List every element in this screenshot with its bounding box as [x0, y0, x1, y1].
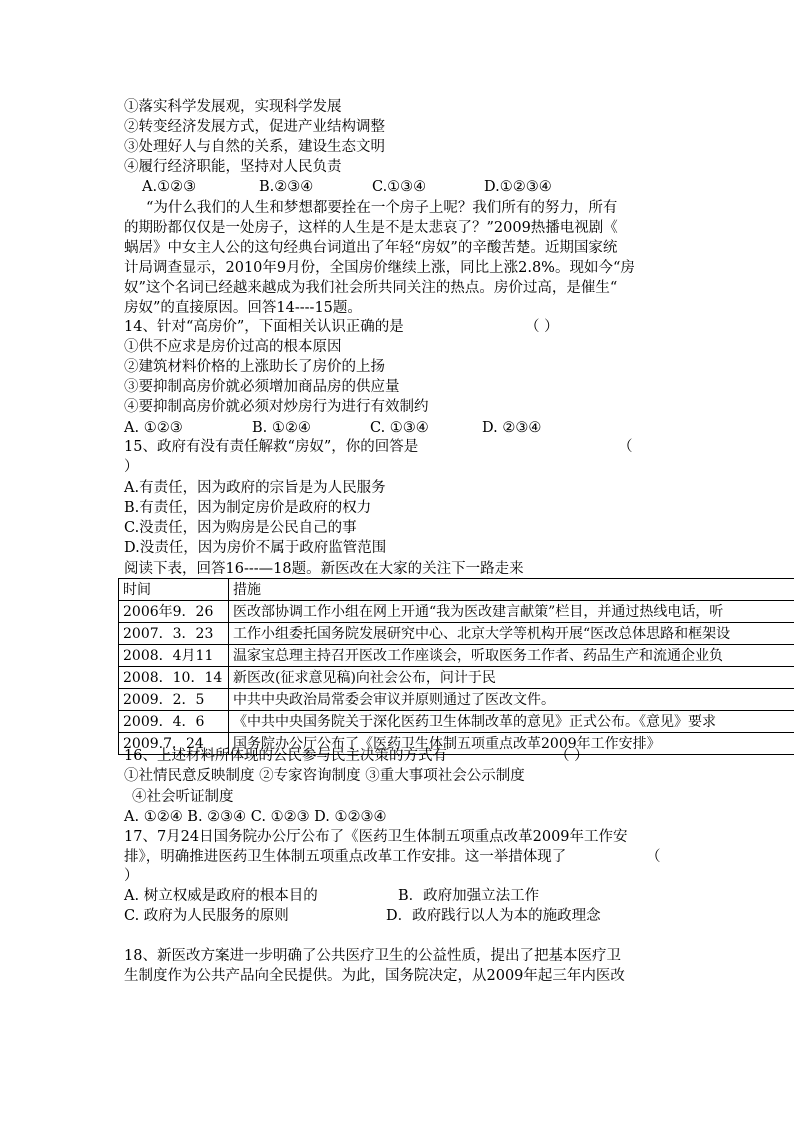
q13-answer-c: C.①③④	[372, 179, 427, 195]
q18-stem-line-2: 生制度作为公共产品向全民提供。为此，国务院决定，从2009年起三年内医改	[124, 968, 625, 984]
q17-stem-line-1: 17、7月24日国务院办公厅公布了《医药卫生体制五项重点改革2009年工作安	[124, 829, 628, 845]
passage-line-6: 房奴”的直接原因。回答14----15题。	[124, 300, 362, 316]
table-row	[119, 645, 794, 667]
passage-line-4: 计局调查显示，2010年9月份，全国房价继续上涨，同比上涨2.8%。现如今“房	[124, 260, 635, 276]
q13-option-1: ①落实科学发展观，实现科学发展	[124, 99, 342, 115]
q17-paren-close: ）	[124, 868, 139, 884]
q17-answer-b: B．政府加强立法工作	[398, 888, 540, 904]
table-intro: 阅读下表，回答16---—18题。新医改在大家的关注下一路走来	[124, 561, 524, 577]
table-row	[119, 623, 794, 645]
row-time: 2008．4月11	[119, 645, 229, 667]
q15-stem: 15、政府有没有责任解救“房奴”，你的回答是	[124, 439, 419, 455]
q14-answer-c: C. ①③④	[370, 420, 429, 436]
passage-line-2: 的期盼都仅仅是一处房子，这样的人生是不是太悲哀了？”2009热播电视剧《	[124, 220, 618, 236]
table-row	[119, 711, 794, 733]
row-measure: 工作小组委托国务院发展研究中心、北京大学等机构开展“医改总体思路和框架设	[229, 623, 794, 645]
q16-options: ①社情民意反映制度 ②专家咨询制度 ③重大事项社会公示制度	[124, 768, 525, 784]
q13-option-2: ②转变经济发展方式，促进产业结构调整	[124, 119, 385, 135]
q17-stem-line-2: 排》，明确推进医药卫生体制五项重点改革工作安排。这一举措体现了	[124, 849, 567, 865]
q15-paren-open: （	[618, 439, 633, 455]
q14-option-4: ④要抑制高房价就必须对炒房行为进行有效制约	[124, 399, 429, 415]
q18-stem-line-1: 18、新医改方案进一步明确了公共医疗卫生的公益性质，提出了把基本医疗卫	[124, 948, 621, 964]
q14-answer-b: B. ①②④	[252, 420, 311, 436]
row-measure: 《中共中央国务院关于深化医药卫生体制改革的意见》正式公布。《意见》要求	[229, 711, 794, 733]
passage-line-3: 蜗居》中女主人公的这句经典台词道出了年轻“房奴”的辛酸苦楚。近期国家统	[124, 240, 618, 256]
row-time: 2006年9．26	[119, 601, 229, 623]
q13-option-3: ③处理好人与自然的关系，建设生态文明	[124, 139, 385, 155]
row-time: 2009．4．6	[119, 711, 229, 733]
q16-stem: 16、上述材料所体现的公民参与民主决策的方式有	[124, 748, 447, 764]
q15-paren-close: ）	[124, 459, 139, 475]
table-header-row	[119, 579, 794, 601]
header-time: 时间	[119, 579, 229, 601]
row-time: 2007．3．23	[119, 623, 229, 645]
q16-option-4: ④社会听证制度	[132, 789, 234, 805]
q13-answer-a: A.①②③	[142, 179, 197, 195]
q15-answer-c: C.没责任，因为购房是公民自己的事	[124, 520, 357, 536]
reform-timeline-table	[118, 578, 794, 755]
q13-answer-d: D.①②③④	[484, 179, 552, 195]
q16-answer-paren: （ ）	[555, 748, 589, 764]
header-measure: 措施	[229, 579, 794, 601]
row-time: 2008．10．14	[119, 667, 229, 689]
passage-line-1: “为什么我们的人生和梦想都要拴在一个房子上呢？我们所有的努力，所有	[146, 200, 618, 216]
q14-answer-paren: （ ）	[525, 319, 559, 335]
q14-option-1: ①供不应求是房价过高的根本原因	[124, 339, 342, 355]
q14-stem: 14、针对“高房价”，下面相关认识正确的是	[124, 319, 404, 335]
row-measure: 新医改(征求意见稿)向社会公布，问计于民	[229, 667, 794, 689]
q15-answer-b: B.有责任，因为制定房价是政府的权力	[124, 500, 372, 516]
q14-option-3: ③要抑制高房价就必须增加商品房的供应量	[124, 379, 400, 395]
q17-answer-a: A. 树立权威是政府的根本目的	[124, 888, 318, 904]
q16-answers: A. ①②④ B. ②③④ C. ①②③ D. ①②③④	[124, 809, 387, 825]
table-row	[119, 667, 794, 689]
q15-answer-a: A.有责任，因为政府的宗旨是为人民服务	[124, 480, 386, 496]
q15-answer-d: D.没责任，因为房价不属于政府监管范围	[124, 540, 387, 556]
q13-answer-b: B.②③④	[259, 179, 314, 195]
q14-answer-d: D. ②③④	[482, 420, 542, 436]
passage-line-5: 奴”这个名词已经越来越成为我们社会所共同关注的热点。房价过高，是催生“	[124, 280, 618, 296]
q13-option-4: ④履行经济职能，坚持对人民负责	[124, 159, 342, 175]
table-row	[119, 601, 794, 623]
row-measure: 中共中央政治局常委会审议并原则通过了医改文件。	[229, 689, 794, 711]
q17-answer-d: D．政府践行以人为本的施政理念	[386, 908, 601, 924]
q17-paren-open: （	[646, 849, 661, 865]
q14-option-2: ②建筑材料价格的上涨助长了房价的上扬	[124, 359, 385, 375]
row-measure: 国务院办公厅公布了《医药卫生体制五项重点改革2009年工作安排》	[229, 733, 794, 755]
row-time: 2009.7．24	[119, 733, 229, 755]
row-measure: 医改部协调工作小组在网上开通“我为医改建言献策”栏目，并通过热线电话，听	[229, 601, 794, 623]
q14-answer-a: A. ①②③	[124, 420, 183, 436]
q17-answer-c: C. 政府为人民服务的原则	[124, 908, 289, 924]
table-row	[119, 689, 794, 711]
row-time: 2009．2．5	[119, 689, 229, 711]
row-measure: 温家宝总理主持召开医改工作座谈会，听取医务工作者、药品生产和流通企业负	[229, 645, 794, 667]
